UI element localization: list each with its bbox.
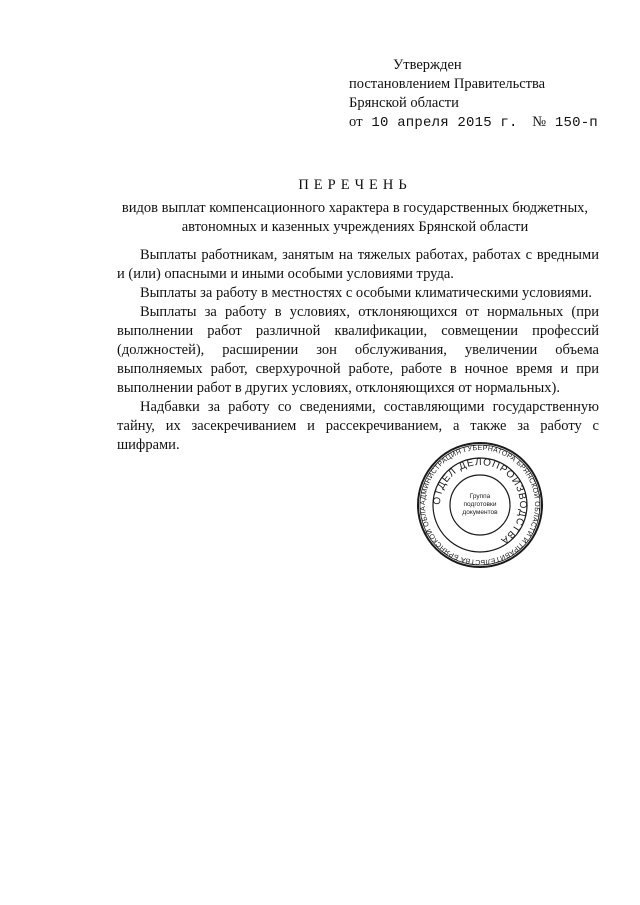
document-title: ПЕРЕЧЕНЬ [298,177,412,193]
approval-issuer: постановлением Правительства [349,76,546,92]
document-subtitle-line-1: видов выплат компенсационного характера в государственных бюджетных, [121,200,589,216]
paragraph-3: Выплаты за работу в условиях, отклоняющихся от нормальных (при выполнении работ различной квалификации, совмещении профессий (должностей), расширении зон обслуживания, увеличении объема выполняемых работ, сверхурочной работе, работе в ночное время и при выполнении работ в других условиях, отклоняющихся от нормальных). [117,304,599,396]
paragraph-4: Надбавки за работу со сведениями, составляющими государственную тайну, их засекречиванием и рассекречиванием, а также за работу с шифрами. [117,399,599,453]
seal-inner-text: ОТДЕЛ ДЕЛОПРОИЗВОДСТВА [431,456,529,547]
document-subtitle-line-2: автономных и казенных учреждениях Брянской области [181,219,529,235]
seal-center-line-1: Группа [469,493,491,500]
document-body [117,246,599,455]
seal-center-line-2: подготовки [463,501,497,508]
approval-region: Брянской области [349,95,459,111]
seal-outer-text: АДМИНИСТРАЦИЯ ГУБЕРНАТОРА БРЯНСКОЙ ОБЛАСТИ И ПРАВИТЕЛЬСТВА БРЯНСКОЙ ОБЛА [419,444,541,566]
paragraph-1: Выплаты работникам, занятым на тяжелых работах, работах с вредными и (или) опасными и иными особыми условиями труда. [117,247,599,282]
number-label: № [532,114,547,130]
date-prefix: от [349,114,363,130]
document-heading [100,176,610,237]
number-value: 150-п [554,115,598,131]
seal-graphic [415,440,545,570]
approval-block [349,56,598,133]
official-seal [415,440,545,570]
approval-title: Утвержден [393,57,462,73]
paragraph-2: Выплаты за работу в местностях с особыми климатическими условиями. [140,285,593,301]
date-value: 10 апреля 2015 г. [371,115,518,131]
approval-date-line [349,113,598,133]
seal-center-line-3: документов [462,509,498,516]
